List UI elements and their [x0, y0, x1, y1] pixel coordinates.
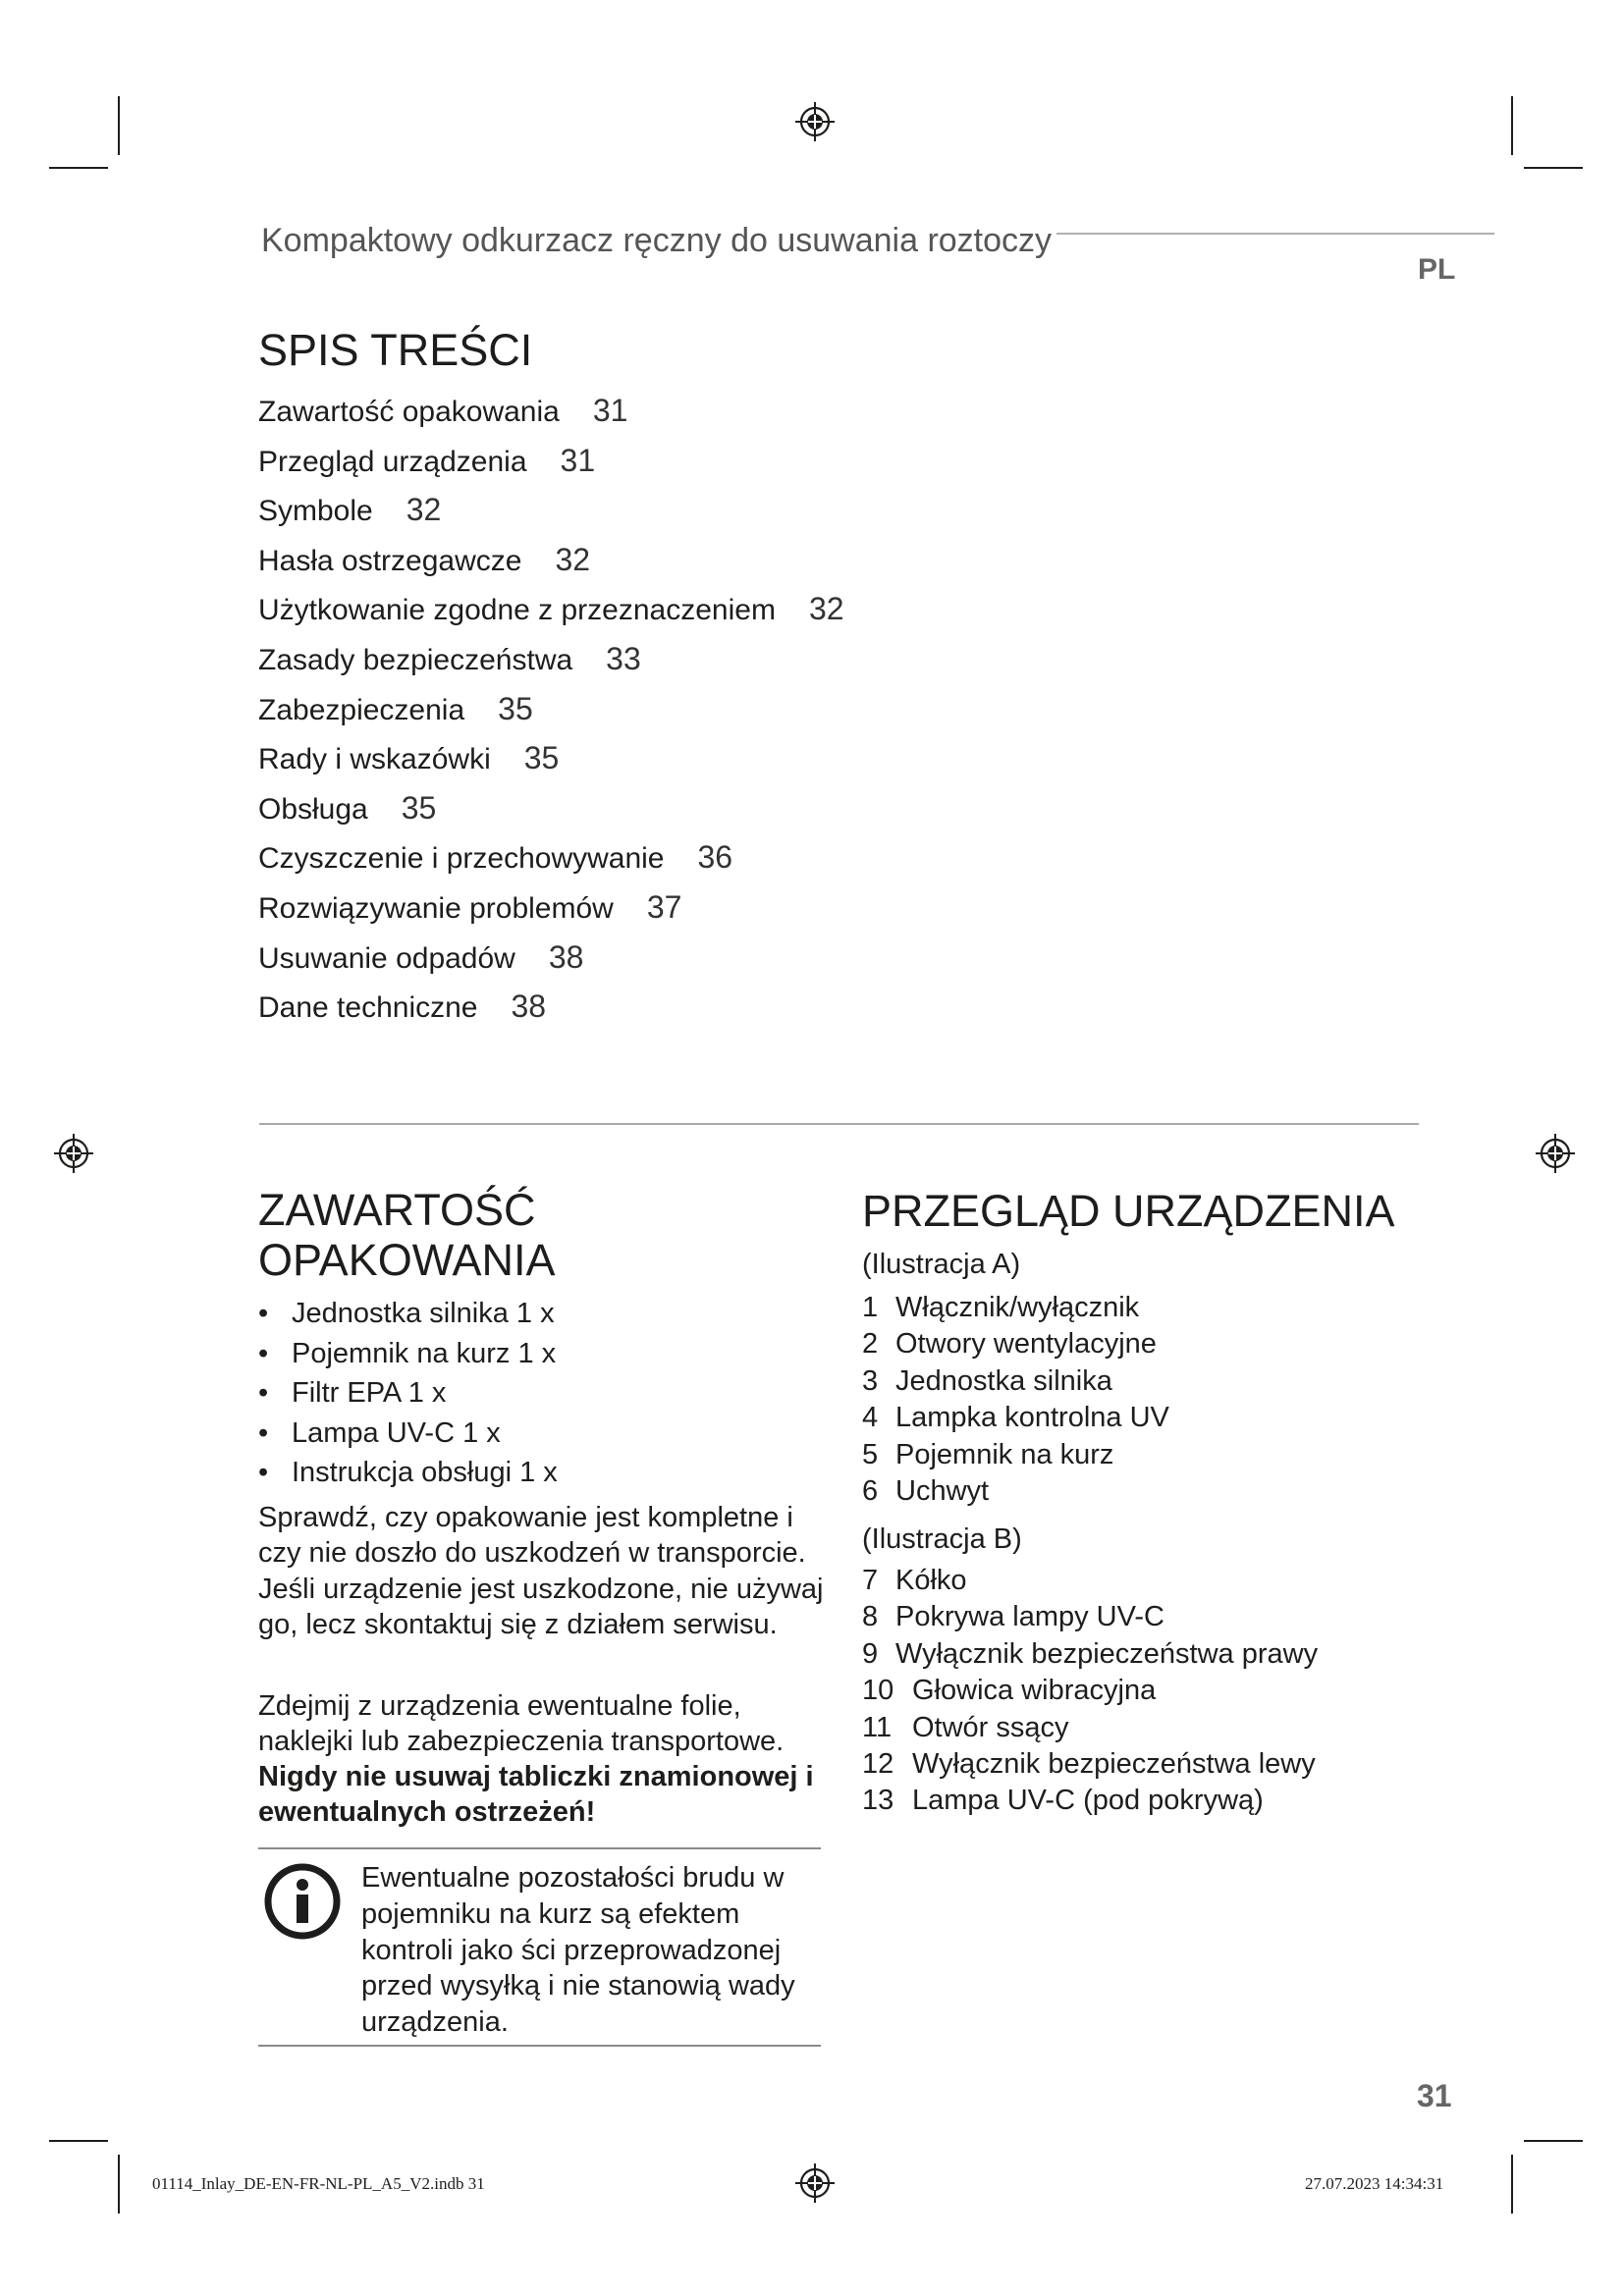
- part-item: [862, 1328, 1169, 1364]
- part-number: 6: [862, 1474, 879, 1507]
- contents-heading-line: OPAKOWANIA: [258, 1234, 556, 1285]
- part-label: Głowica wibracyjna: [912, 1675, 1157, 1707]
- note-top-rule: [258, 1847, 821, 1849]
- part-item: [862, 1292, 1169, 1328]
- registration-mark-icon: [793, 2162, 837, 2205]
- toc-entry-page: 31: [560, 442, 596, 478]
- bullet: •: [258, 1298, 269, 1329]
- list-item: [258, 1298, 823, 1338]
- toc-entry[interactable]: [258, 443, 844, 493]
- part-number: 11: [862, 1711, 893, 1743]
- bullet: •: [258, 1377, 269, 1409]
- toc-entry-page: 35: [401, 789, 437, 826]
- toc-entry-label: Użytkowanie zgodne z przeznaczeniem: [258, 594, 776, 627]
- toc-entry-page: 32: [406, 492, 442, 528]
- part-number: 2: [862, 1328, 879, 1361]
- running-header-title: Kompaktowy odkurzacz ręczny do usuwania roztoczy: [261, 222, 1053, 259]
- list-item: [258, 1417, 823, 1458]
- crop-mark: [118, 96, 120, 155]
- part-number: 4: [862, 1402, 879, 1434]
- registration-mark-icon: [52, 1132, 95, 1175]
- parts-list-b: [862, 1565, 1318, 1822]
- crop-mark: [1524, 167, 1583, 169]
- toc-entry-label: Przegląd urządzenia: [258, 445, 527, 478]
- inspection-paragraph: Sprawdź, czy opakowanie jest kompletne i czy nie doszło do uszkodzeń w transporcie. Jeśli urządzenie jest uszkodzone, nie używaj go, lecz skontaktuj się z działem serwisu.: [258, 1502, 824, 1640]
- table-of-contents: [258, 393, 844, 1039]
- language-tag: PL: [1418, 253, 1456, 286]
- toc-entry-label: Zawartość opakowania: [258, 396, 560, 428]
- part-number: 13: [862, 1785, 894, 1817]
- info-icon: [263, 1862, 342, 1941]
- print-timestamp: 27.07.2023 14:34:31: [1305, 2174, 1444, 2193]
- part-item: [862, 1601, 1318, 1637]
- registration-mark-icon: [793, 100, 837, 143]
- overview-heading: PRZEGLĄD URZĄDZENIA: [862, 1186, 1395, 1236]
- section-divider: [259, 1123, 1419, 1125]
- part-label: Pojemnik na kurz: [895, 1438, 1114, 1470]
- toc-entry-page: 36: [697, 839, 733, 876]
- toc-entry[interactable]: [258, 393, 844, 443]
- file-slug: 01114_Inlay_DE-EN-FR-NL-PL_A5_V2.indb 31: [152, 2174, 485, 2193]
- toc-entry-page: 35: [498, 690, 533, 726]
- crop-mark: [1511, 2155, 1513, 2214]
- toc-entry[interactable]: [258, 839, 844, 889]
- toc-entry[interactable]: [258, 591, 844, 641]
- toc-entry[interactable]: [258, 691, 844, 741]
- toc-entry-label: Dane techniczne: [258, 991, 478, 1025]
- toc-entry-label: Rady i wskazówki: [258, 743, 491, 776]
- toc-entry-label: Obsługa: [258, 792, 368, 826]
- toc-entry-label: Symbole: [258, 495, 373, 528]
- list-item-label: Pojemnik na kurz 1 x: [292, 1337, 557, 1369]
- header-divider: [1056, 233, 1494, 235]
- toc-entry[interactable]: [258, 740, 844, 790]
- toc-entry-page: 32: [555, 541, 591, 577]
- toc-entry[interactable]: [258, 492, 844, 542]
- list-item: [258, 1338, 823, 1378]
- page-number: 31: [1417, 2078, 1452, 2113]
- toc-entry-page: 38: [511, 988, 547, 1025]
- part-number: 5: [862, 1438, 879, 1470]
- part-label: Jednostka silnika: [895, 1364, 1112, 1397]
- note-text: Ewentualne pozostałości brudu w pojemniku na kurz są efektem kontroli jako ści przeprowadzonej przed wysyłką i nie stanowią wady urządzenia.: [361, 1862, 795, 2039]
- part-item: [862, 1748, 1318, 1785]
- toc-entry[interactable]: [258, 988, 844, 1039]
- toc-entry[interactable]: [258, 790, 844, 840]
- toc-entry-label: Zasady bezpieczeństwa: [258, 643, 573, 676]
- part-label: Lampka kontrolna UV: [895, 1402, 1169, 1434]
- part-label: Wyłącznik bezpieczeństwa lewy: [912, 1747, 1316, 1780]
- removal-paragraph: Zdejmij z urządzenia ewentualne folie, naklejki lub zabezpieczenia transportowe.: [258, 1690, 785, 1758]
- illustration-a-label: (Ilustracja A): [862, 1249, 1021, 1280]
- toc-entry[interactable]: [258, 939, 844, 989]
- list-item: [258, 1377, 823, 1417]
- part-label: Otwór ssący: [912, 1711, 1069, 1743]
- part-number: 8: [862, 1601, 879, 1633]
- part-item: [862, 1712, 1318, 1748]
- part-number: 1: [862, 1292, 879, 1323]
- contents-list: [258, 1298, 823, 1497]
- parts-list-a: [862, 1292, 1169, 1512]
- toc-entry-page: 37: [646, 888, 682, 925]
- contents-heading: [258, 1186, 556, 1286]
- toc-entry-page: 35: [523, 740, 560, 776]
- toc-entry[interactable]: [258, 889, 844, 939]
- part-label: Otwory wentylacyjne: [895, 1328, 1157, 1361]
- part-label: Pokrywa lampy UV-C: [895, 1601, 1164, 1633]
- crop-mark: [49, 2140, 108, 2142]
- part-item: [862, 1565, 1318, 1601]
- toc-entry-label: Zabezpieczenia: [258, 693, 465, 726]
- part-item: [862, 1675, 1318, 1711]
- illustration-b-label: (Ilustracja B): [862, 1523, 1022, 1555]
- part-item: [862, 1785, 1318, 1821]
- list-item: [258, 1457, 823, 1497]
- toc-entry-page: 38: [548, 938, 584, 975]
- part-label: Kółko: [895, 1565, 967, 1596]
- crop-mark: [49, 167, 108, 169]
- toc-entry[interactable]: [258, 641, 844, 691]
- list-item-label: Lampa UV-C 1 x: [292, 1416, 501, 1449]
- bullet: •: [258, 1416, 269, 1449]
- part-item: [862, 1439, 1169, 1475]
- note-bottom-rule: [258, 2045, 821, 2047]
- contents-heading-line: ZAWARTOŚĆ: [258, 1185, 536, 1235]
- crop-mark: [1511, 96, 1513, 155]
- bullet: •: [258, 1337, 269, 1369]
- bullet: •: [258, 1457, 269, 1488]
- crop-mark: [1524, 2140, 1583, 2142]
- toc-entry-label: Czyszczenie i przechowywanie: [258, 842, 665, 876]
- toc-entry-page: 31: [592, 393, 628, 428]
- list-item-label: Filtr EPA 1 x: [292, 1377, 447, 1409]
- registration-mark-icon: [1534, 1132, 1577, 1175]
- toc-entry-page: 33: [606, 640, 641, 676]
- part-number: 12: [862, 1747, 894, 1780]
- toc-entry-label: Hasła ostrzegawcze: [258, 544, 522, 577]
- toc-entry[interactable]: [258, 542, 844, 592]
- warning-paragraph: Nigdy nie usuwaj tabliczki znamionowej i ewentualnych ostrzeżeń!: [258, 1761, 814, 1829]
- part-item: [862, 1365, 1169, 1402]
- toc-entry-label: Usuwanie odpadów: [258, 941, 515, 975]
- part-label: Włącznik/wyłącznik: [895, 1292, 1140, 1323]
- part-item: [862, 1475, 1169, 1512]
- toc-entry-page: 32: [808, 591, 844, 627]
- list-item-label: Instrukcja obsługi 1 x: [292, 1457, 558, 1488]
- crop-mark: [118, 2155, 120, 2214]
- toc-heading: SPIS TREŚCI: [258, 325, 533, 375]
- part-item: [862, 1638, 1318, 1675]
- part-label: Wyłącznik bezpieczeństwa prawy: [895, 1637, 1319, 1670]
- part-item: [862, 1402, 1169, 1438]
- list-item-label: Jednostka silnika 1 x: [292, 1298, 555, 1329]
- part-label: Uchwyt: [895, 1474, 990, 1507]
- part-label: Lampa UV-C (pod pokrywą): [912, 1785, 1264, 1817]
- part-number: 7: [862, 1565, 879, 1596]
- part-number: 10: [862, 1675, 894, 1707]
- part-number: 3: [862, 1364, 879, 1397]
- toc-entry-label: Rozwiązywanie problemów: [258, 891, 614, 925]
- part-number: 9: [862, 1637, 879, 1670]
